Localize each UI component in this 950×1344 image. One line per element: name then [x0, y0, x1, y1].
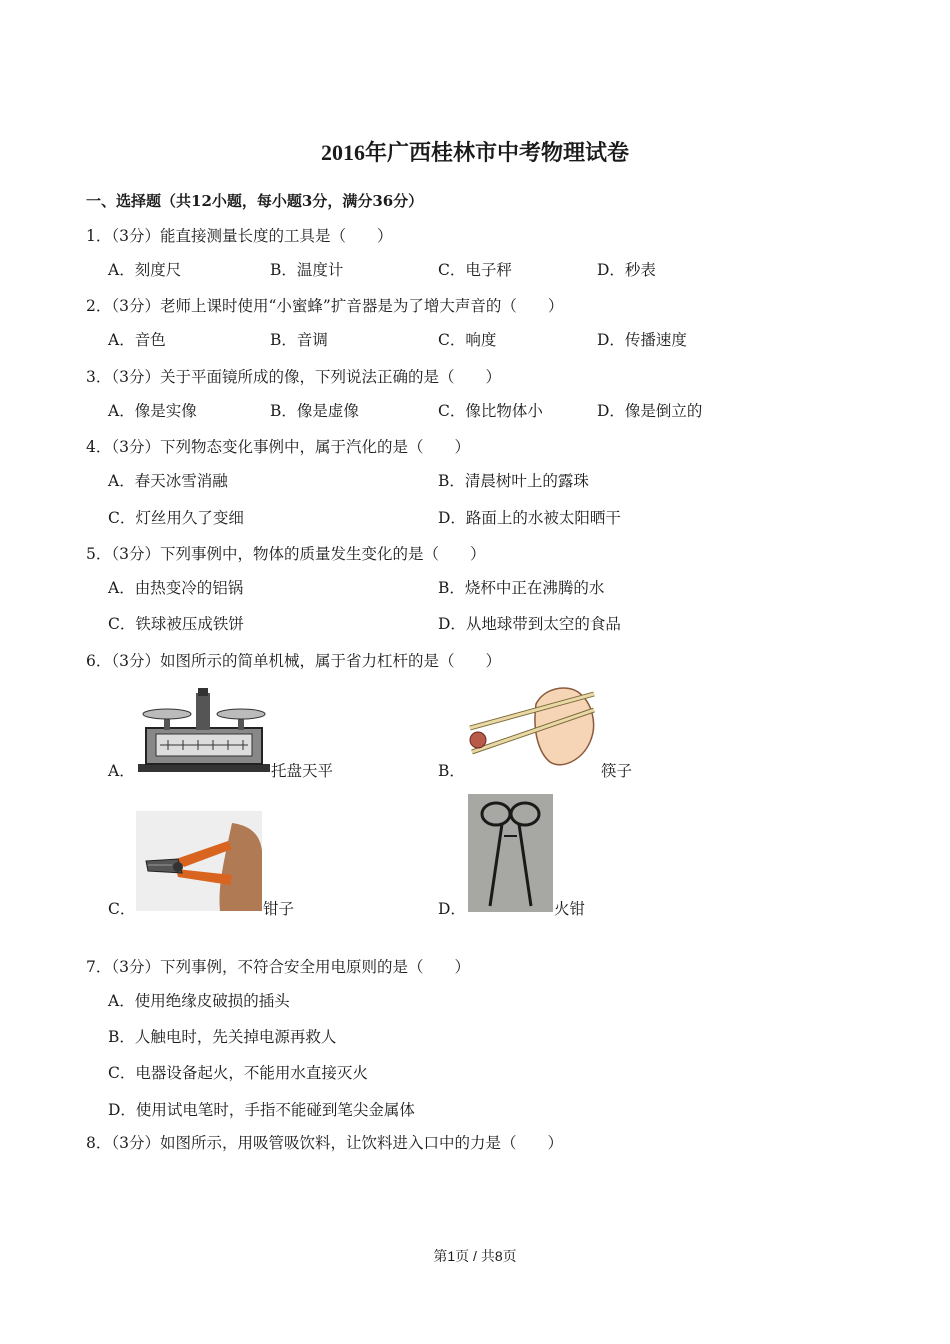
q6-caption-b: 筷子 — [601, 762, 633, 780]
q7-option-a: A．使用绝缘皮破损的插头 — [108, 992, 290, 1010]
question-8-stem: 8．（3分）如图所示，用吸管吸饮料，让饮料进入口中的力是（ ） — [86, 1134, 563, 1152]
q3-option-d: D．像是倒立的 — [597, 402, 703, 420]
q4-option-b: B．清晨树叶上的露珠 — [438, 472, 589, 490]
question-7-stem: 7．（3分）下列事例，不符合安全用电原则的是（ ） — [86, 958, 470, 976]
q2-option-a: A．音色 — [108, 331, 166, 349]
pliers-figure-icon — [136, 811, 262, 911]
q2-option-c: C．响度 — [438, 331, 497, 349]
page-title: 2016年广西桂林市中考物理试卷 — [320, 140, 629, 165]
tongs-figure-icon — [468, 794, 553, 912]
q7-option-d: D．使用试电笔时，手指不能碰到笔尖金属体 — [108, 1101, 415, 1119]
q1-option-c: C．电子秤 — [438, 261, 512, 279]
q6-option-c: C． — [108, 900, 136, 918]
balance-figure-icon — [138, 688, 270, 774]
q5-option-b: B．烧杯中正在沸腾的水 — [438, 579, 605, 597]
q3-option-c: C．像比物体小 — [438, 402, 543, 420]
q4-option-a: A．春天冰雪消融 — [108, 472, 228, 490]
q6-option-b: B． — [438, 762, 465, 780]
question-4-stem: 4．（3分）下列物态变化事例中，属于汽化的是（ ） — [86, 438, 470, 456]
q7-option-c: C．电器设备起火，不能用水直接灭火 — [108, 1064, 368, 1082]
q2-option-d: D．传播速度 — [597, 331, 687, 349]
q6-caption-d: 火钳 — [554, 900, 586, 918]
q3-option-a: A．像是实像 — [108, 402, 197, 420]
q4-option-d: D．路面上的水被太阳晒干 — [438, 509, 621, 527]
page-footer: 第1页 / 共8页 — [433, 1248, 517, 1264]
chopsticks-figure-icon — [466, 684, 600, 776]
question-1-stem: 1．（3分）能直接测量长度的工具是（ ） — [86, 227, 393, 245]
question-2-stem: 2．（3分）老师上课时使用“小蜜蜂”扩音器是为了增大声音的（ ） — [86, 297, 564, 315]
q5-option-a: A．由热变冷的铝锅 — [108, 579, 244, 597]
q6-option-a: A． — [108, 762, 135, 780]
q1-option-b: B．温度计 — [270, 261, 344, 279]
q6-option-d: D． — [438, 900, 466, 918]
q3-option-b: B．像是虚像 — [270, 402, 359, 420]
q4-option-c: C．灯丝用久了变细 — [108, 509, 244, 527]
q5-option-d: D．从地球带到太空的食品 — [438, 615, 621, 633]
q6-caption-a: 托盘天平 — [271, 762, 334, 780]
question-3-stem: 3．（3分）关于平面镜所成的像，下列说法正确的是（ ） — [86, 368, 501, 386]
q5-option-c: C．铁球被压成铁饼 — [108, 615, 244, 633]
question-6-stem: 6．（3分）如图所示的简单机械，属于省力杠杆的是（ ） — [86, 652, 501, 670]
q1-option-d: D．秒表 — [597, 261, 656, 279]
q7-option-b: B．人触电时，先关掉电源再救人 — [108, 1028, 337, 1046]
question-5-stem: 5．（3分）下列事例中，物体的质量发生变化的是（ ） — [86, 545, 486, 563]
q2-option-b: B．音调 — [270, 331, 328, 349]
section-heading: 一、选择题（共12小题，每小题3分，满分36分） — [86, 192, 424, 210]
q1-option-a: A．刻度尺 — [108, 261, 182, 279]
q6-caption-c: 钳子 — [263, 900, 295, 918]
